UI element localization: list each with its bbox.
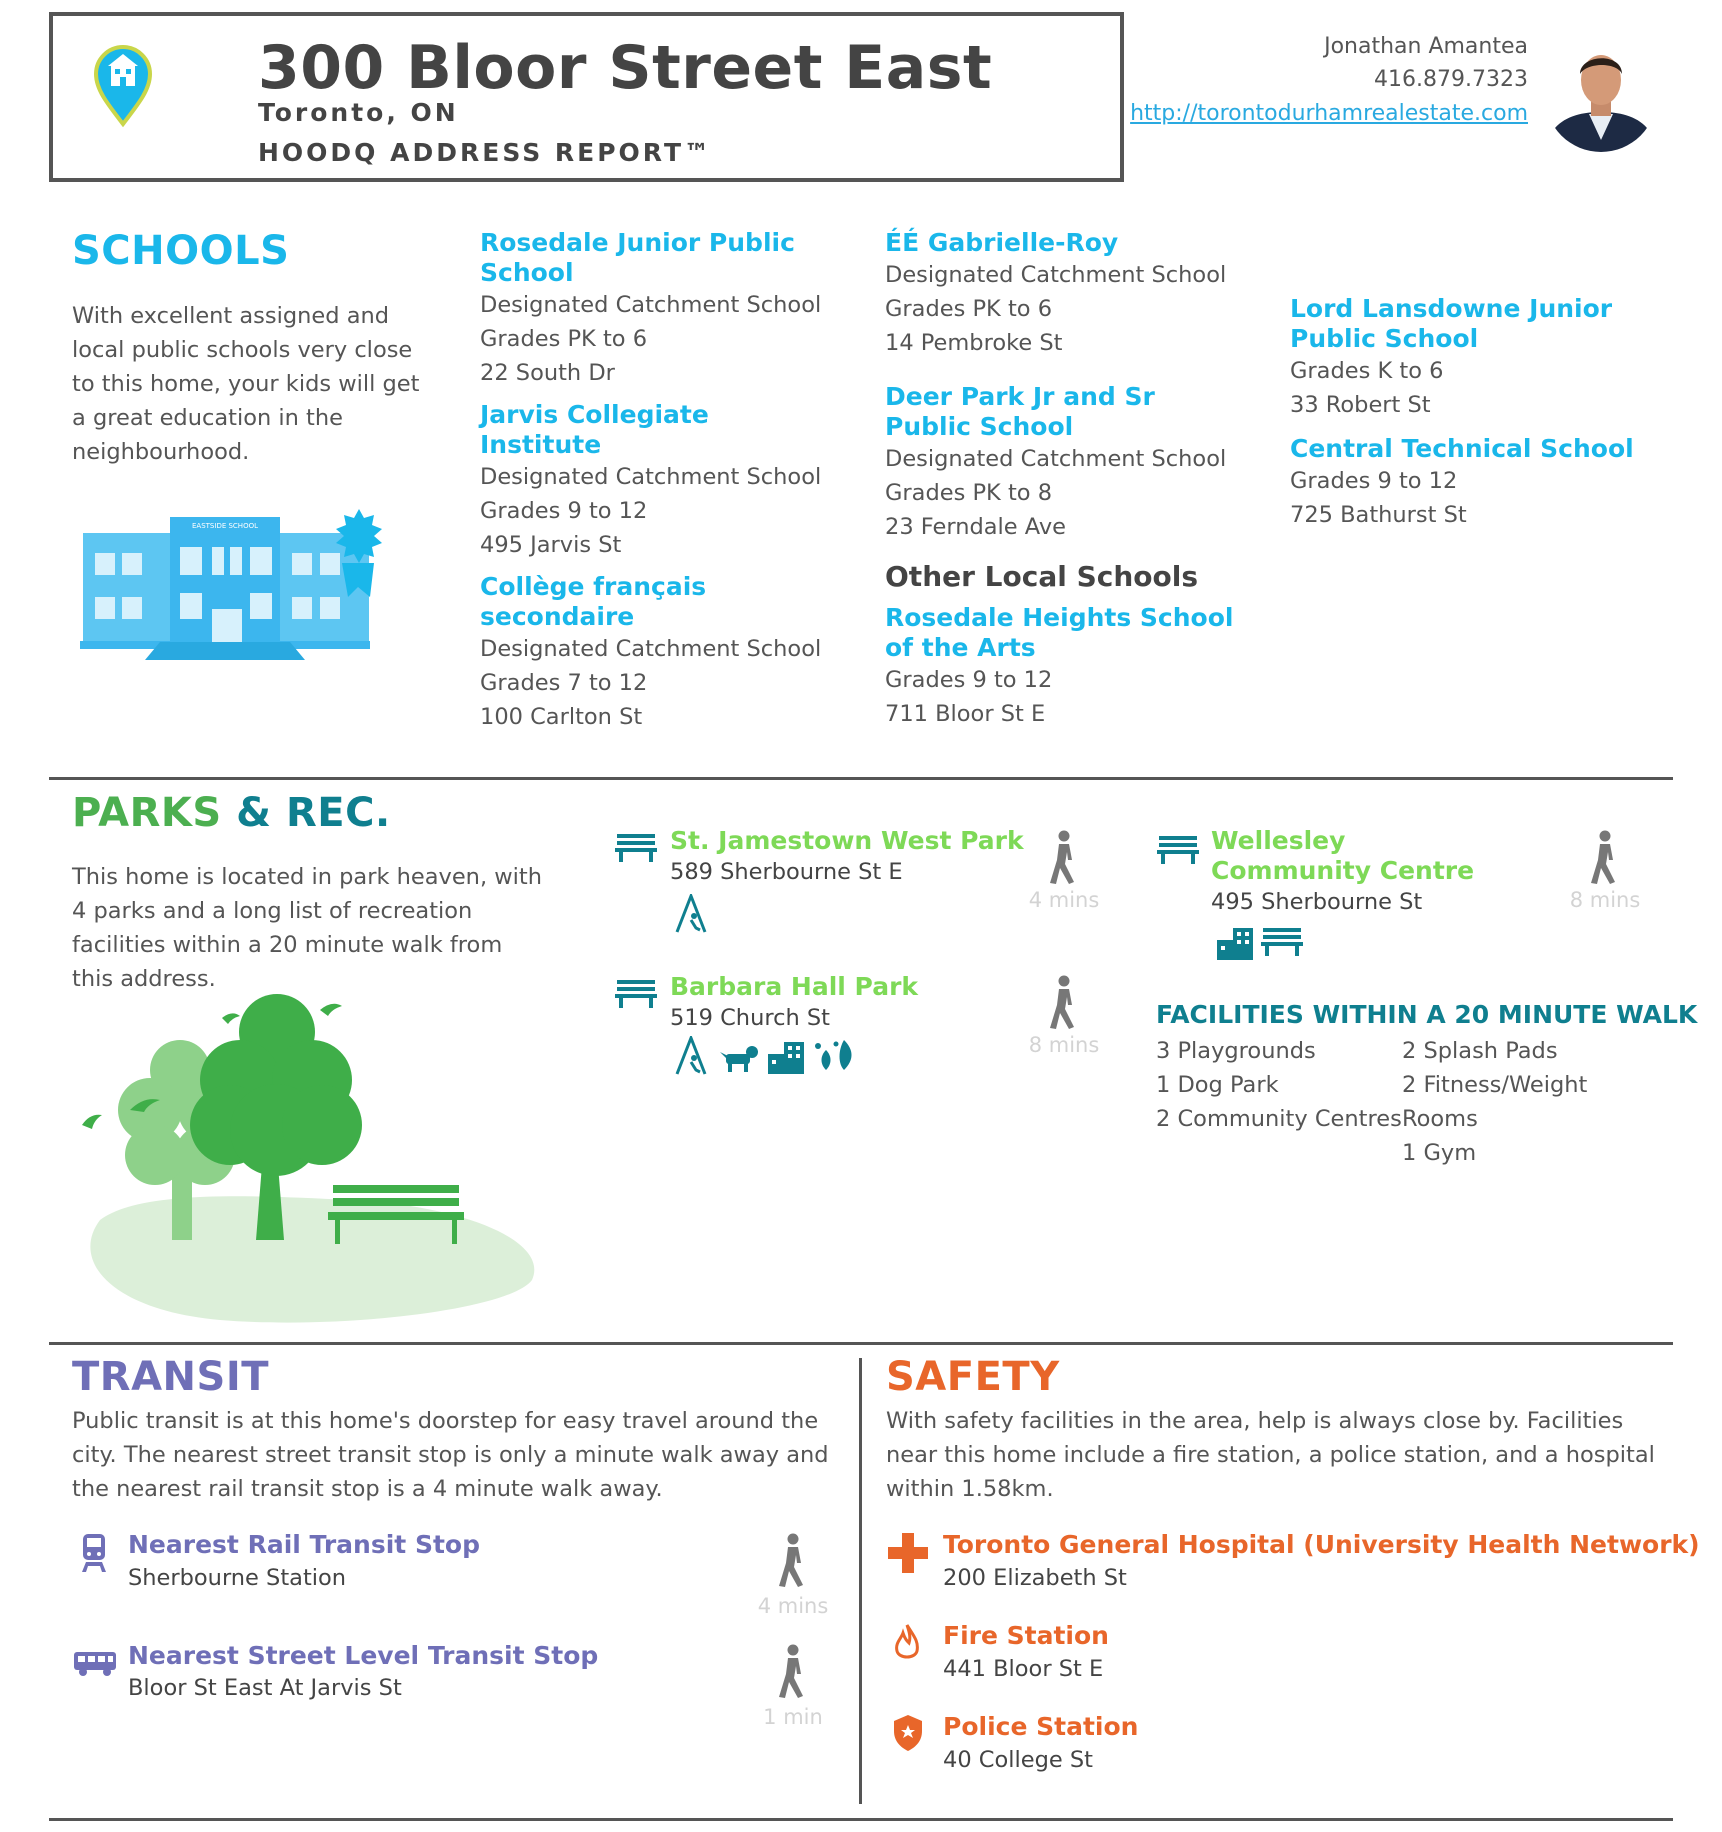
home-pin-icon [92,44,154,128]
parks-title-word: PARKS [72,790,222,836]
school-item[interactable] [1290,434,1634,532]
park-name[interactable]: St. Jamestown West Park [670,826,1024,855]
transit-description: Public transit is at this home's doorstep for easy travel around the city. The nearest street transit stop is only a minute walk away and the nearest rail transit stop is a 4 minute walk away. [72,1408,829,1502]
school-grades: Grades 7 to 12 [480,670,648,696]
school-address: 711 Bloor St E [885,701,1046,727]
facility-item: 3 Playgrounds [1156,1038,1316,1064]
address-title: 300 Bloor Street East [258,33,993,103]
school-item[interactable] [885,603,1245,731]
school-name[interactable]: Deer Park Jr and Sr Public School [885,382,1155,441]
schools-title: SCHOOLS [72,228,290,274]
bench-icon [615,980,657,1008]
school-address: 495 Jarvis St [480,532,622,558]
section-divider [49,1342,1673,1345]
fire-station-name[interactable]: Fire Station [943,1621,1109,1650]
school-name[interactable]: Rosedale Heights School of the Arts [885,603,1234,662]
train-icon [80,1532,108,1572]
hospital-name[interactable]: Toronto General Hospital (University Health Network) [943,1530,1700,1559]
school-type: Designated Catchment School [885,262,1227,288]
community-centre-icon [1215,926,1257,960]
facilities-list-right [1402,1034,1587,1170]
bus-icon [74,1650,116,1676]
dog-park-icon [720,1044,760,1074]
other-schools-heading: Other Local Schools [885,560,1199,593]
agent-phone: 416.879.7323 [1374,67,1528,92]
school-name[interactable]: Rosedale Junior Public School [480,228,795,287]
school-building-icon [80,505,392,660]
school-address: 33 Robert St [1290,392,1431,418]
school-type: Designated Catchment School [480,636,822,662]
fitness-bench-icon [1261,928,1303,956]
school-grades: Grades PK to 8 [885,480,1053,506]
school-grades: Grades PK to 6 [480,326,648,352]
school-grades: Grades 9 to 12 [480,498,648,524]
school-address: 23 Ferndale Ave [885,514,1066,540]
walking-person-icon [775,1533,811,1589]
street-stop-name: Bloor St East At Jarvis St [128,1675,402,1701]
fire-icon [893,1623,921,1663]
agent-website-link[interactable]: http://torontodurhamrealestate.com [1130,101,1528,126]
address-city: Toronto, ON [258,98,459,127]
school-address: 100 Carlton St [480,704,643,730]
schools-description: With excellent assigned and local public schools very close to this home, your kids will get a great education in the neighbourhood. [72,303,420,465]
school-item[interactable] [1290,294,1620,422]
facility-item: 1 Gym [1402,1140,1477,1166]
splash-pad-icon [814,1038,856,1074]
safety-description: With safety facilities in the area, help is always close by. Facilities near this home include a fire station, a police station, and a hospital within 1.58km. [886,1408,1655,1502]
safety-title: SAFETY [886,1354,1060,1400]
school-name[interactable]: Lord Lansdowne Junior Public School [1290,294,1613,353]
playground-icon [674,894,708,934]
school-item[interactable] [480,400,830,562]
rail-stop-name: Sherbourne Station [128,1565,347,1591]
section-divider [49,777,1673,780]
school-name[interactable]: Collège français secondaire [480,572,707,631]
parks-title [72,790,391,836]
school-list-col2 [885,228,1245,731]
facilities-title: FACILITIES WITHIN A 20 MINUTE WALK [1156,1000,1698,1029]
police-station-name[interactable]: Police Station [943,1712,1139,1741]
community-centre-icon [766,1040,808,1074]
walking-person-icon [1046,830,1082,886]
parks-description: This home is located in park heaven, with 4 parks and a long list of recreation facilities within a 20 minute walk from this address. [72,864,542,992]
walk-time: 8 mins [1569,888,1641,912]
school-grades: Grades 9 to 12 [1290,468,1458,494]
school-grades: Grades 9 to 12 [885,667,1053,693]
facility-item: 1 Dog Park [1156,1072,1279,1098]
park-address: 519 Church St [670,1005,830,1031]
facility-item: 2 Community Centres [1156,1106,1402,1132]
section-divider [49,1818,1673,1821]
school-name[interactable]: ÉÉ Gabrielle-Roy [885,228,1119,257]
street-stop-label[interactable]: Nearest Street Level Transit Stop [128,1641,599,1670]
school-address: 725 Bathurst St [1290,502,1467,528]
bench-icon [1157,836,1199,864]
school-address: 14 Pembroke St [885,330,1063,356]
school-item[interactable] [885,228,1245,360]
parks-title-rec: & REC. [236,790,391,836]
school-type: Designated Catchment School [480,464,822,490]
police-badge-icon [892,1713,924,1753]
park-address: 589 Sherbourne St E [670,859,903,885]
facility-item: 2 Splash Pads [1402,1038,1558,1064]
walk-time: 8 mins [1028,1033,1100,1057]
school-sign-text: EASTSIDE SCHOOL [192,522,258,530]
walk-time: 4 mins [757,1594,829,1618]
playground-icon [674,1036,708,1076]
hospital-address: 200 Elizabeth St [943,1565,1127,1591]
school-grades: Grades PK to 6 [885,296,1053,322]
facilities-list-left [1156,1034,1402,1136]
park-address: 495 Sherbourne St [1211,889,1423,915]
rail-stop-label[interactable]: Nearest Rail Transit Stop [128,1530,480,1559]
walking-person-icon [1587,830,1623,886]
hospital-cross-icon [888,1533,928,1573]
school-item[interactable] [885,382,1245,544]
walk-time: 4 mins [1028,888,1100,912]
walking-person-icon [1046,975,1082,1031]
school-list-col3 [1290,294,1634,532]
bench-icon [615,834,657,862]
agent-avatar [1545,40,1657,152]
school-item[interactable] [480,228,830,390]
police-station-address: 40 College St [943,1747,1093,1773]
school-name[interactable]: Jarvis Collegiate Institute [480,400,709,459]
vertical-divider [859,1358,862,1804]
facility-item: 2 Fitness/Weight [1402,1072,1588,1098]
park-name[interactable]: Wellesley Community Centre [1211,826,1475,885]
facility-item: Rooms [1402,1106,1478,1132]
school-address: 22 South Dr [480,360,615,386]
school-type: Designated Catchment School [885,446,1227,472]
school-type: Designated Catchment School [480,292,822,318]
walk-time: 1 min [763,1705,823,1729]
fire-station-address: 441 Bloor St E [943,1656,1104,1682]
transit-title: TRANSIT [72,1354,269,1400]
agent-name: Jonathan Amantea [1324,34,1528,59]
school-grades: Grades K to 6 [1290,358,1444,384]
walking-person-icon [775,1644,811,1700]
school-name[interactable]: Central Technical School [1290,434,1634,463]
school-item[interactable] [480,572,830,734]
report-label: HOODQ ADDRESS REPORT™ [258,138,712,167]
park-trees-icon [80,990,535,1335]
park-name[interactable]: Barbara Hall Park [670,972,919,1001]
school-list-col1 [480,228,830,734]
